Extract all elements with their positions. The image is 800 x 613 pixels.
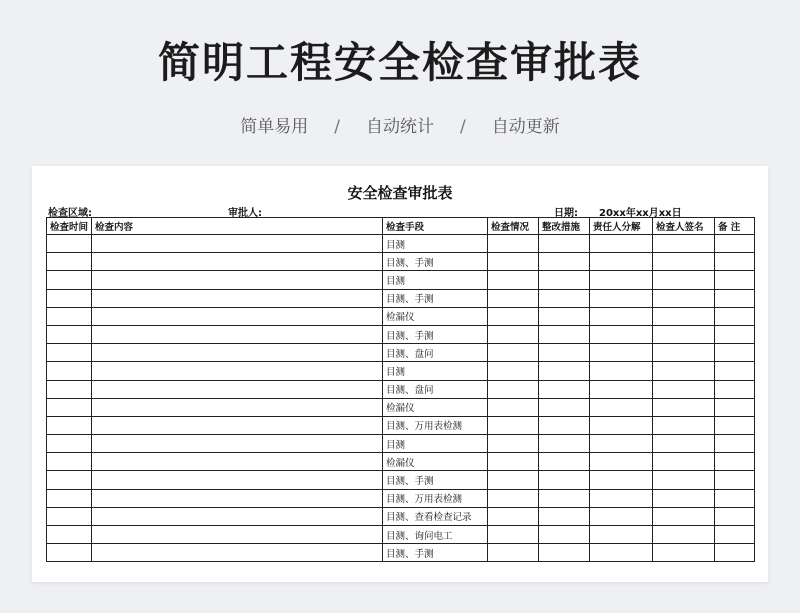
cell-signature[interactable] [653,453,715,471]
cell-responsible[interactable] [590,435,653,453]
cell-time[interactable] [47,544,92,562]
column-header-time: 检查时间 [47,218,92,235]
cell-method[interactable]: 目测、手测 [383,325,488,343]
cell-method[interactable]: 检漏仪 [383,307,488,325]
cell-signature[interactable] [653,526,715,544]
cell-rectification[interactable] [539,471,590,489]
cell-responsible[interactable] [590,398,653,416]
cell-method[interactable]: 目测 [383,235,488,253]
cell-method[interactable]: 目测、万用表检测 [383,416,488,434]
table-row [47,289,755,307]
cell-content[interactable] [92,253,383,271]
column-header-responsible: 责任人分解 [590,218,653,235]
separator: / [334,117,340,137]
cell-remarks[interactable] [715,398,755,416]
cell-status[interactable] [488,526,539,544]
cell-method[interactable]: 目测 [383,362,488,380]
cell-status[interactable] [488,453,539,471]
cell-content[interactable] [92,471,383,489]
table-row [47,507,755,525]
cell-method[interactable]: 目测、盘问 [383,380,488,398]
cell-time[interactable] [47,526,92,544]
cell-content[interactable] [92,453,383,471]
cell-responsible[interactable] [590,253,653,271]
table-row [47,307,755,325]
table-row [47,344,755,362]
table-row [47,416,755,434]
cell-responsible[interactable] [590,325,653,343]
cell-time[interactable] [47,398,92,416]
cell-remarks[interactable] [715,235,755,253]
sheet-title: 安全检查审批表 [347,184,453,202]
cell-responsible[interactable] [590,235,653,253]
cell-status[interactable] [488,380,539,398]
cell-content[interactable] [92,526,383,544]
cell-signature[interactable] [653,489,715,507]
table-row [47,380,755,398]
cell-content[interactable] [92,380,383,398]
cell-time[interactable] [47,380,92,398]
cell-signature[interactable] [653,271,715,289]
cell-rectification[interactable] [539,398,590,416]
cell-method[interactable]: 目测、手测 [383,289,488,307]
cell-method[interactable]: 目测 [383,435,488,453]
column-header-rectification: 整改措施 [539,218,590,235]
cell-signature[interactable] [653,416,715,434]
cell-time[interactable] [47,235,92,253]
cell-signature[interactable] [653,398,715,416]
cell-time[interactable] [47,253,92,271]
table-row [47,435,755,453]
cell-content[interactable] [92,507,383,525]
cell-signature[interactable] [653,307,715,325]
cell-signature[interactable] [653,253,715,271]
cell-signature[interactable] [653,325,715,343]
form-sheet [32,166,768,582]
table-row [47,544,755,562]
column-header-remarks: 备 注 [715,218,755,235]
cell-status[interactable] [488,325,539,343]
cell-rectification[interactable] [539,325,590,343]
cell-rectification[interactable] [539,307,590,325]
cell-signature[interactable] [653,380,715,398]
cell-signature[interactable] [653,235,715,253]
cell-rectification[interactable] [539,271,590,289]
table-row [47,253,755,271]
feature-easy: 简单易用 [240,117,309,137]
cell-time[interactable] [47,489,92,507]
cell-time[interactable] [47,325,92,343]
cell-rectification[interactable] [539,289,590,307]
table-row [47,398,755,416]
cell-status[interactable] [488,544,539,562]
cell-time[interactable] [47,416,92,434]
cell-content[interactable] [92,289,383,307]
cell-time[interactable] [47,435,92,453]
table-header-row [47,218,755,235]
cell-remarks[interactable] [715,544,755,562]
cell-rectification[interactable] [539,362,590,380]
cell-time[interactable] [47,507,92,525]
cell-rectification[interactable] [539,416,590,434]
cell-remarks[interactable] [715,325,755,343]
cell-status[interactable] [488,235,539,253]
cell-method[interactable]: 目测、手测 [383,471,488,489]
cell-remarks[interactable] [715,507,755,525]
cell-remarks[interactable] [715,289,755,307]
cell-status[interactable] [488,289,539,307]
cell-signature[interactable] [653,471,715,489]
table-row [47,325,755,343]
cell-responsible[interactable] [590,289,653,307]
cell-responsible[interactable] [590,344,653,362]
cell-signature[interactable] [653,344,715,362]
table-row [47,526,755,544]
cell-status[interactable] [488,271,539,289]
cell-responsible[interactable] [590,507,653,525]
column-header-status: 检查情况 [488,218,539,235]
cell-rectification[interactable] [539,344,590,362]
approver-label: 审批人: [228,208,262,219]
cell-status[interactable] [488,307,539,325]
cell-content[interactable] [92,307,383,325]
cell-time[interactable] [47,289,92,307]
cell-responsible[interactable] [590,471,653,489]
cell-signature[interactable] [653,507,715,525]
cell-content[interactable] [92,362,383,380]
cell-method[interactable]: 目测、手测 [383,253,488,271]
cell-content[interactable] [92,235,383,253]
table-row [47,489,755,507]
separator: / [460,117,466,137]
cell-signature[interactable] [653,362,715,380]
cell-responsible[interactable] [590,307,653,325]
cell-responsible[interactable] [590,526,653,544]
cell-responsible[interactable] [590,489,653,507]
cell-status[interactable] [488,344,539,362]
cell-remarks[interactable] [715,453,755,471]
cell-time[interactable] [47,362,92,380]
cell-remarks[interactable] [715,253,755,271]
cell-time[interactable] [47,271,92,289]
cell-status[interactable] [488,507,539,525]
cell-remarks[interactable] [715,271,755,289]
cell-time[interactable] [47,307,92,325]
cell-signature[interactable] [653,435,715,453]
cell-content[interactable] [92,325,383,343]
cell-content[interactable] [92,344,383,362]
cell-responsible[interactable] [590,544,653,562]
cell-rectification[interactable] [539,435,590,453]
page-title: 简明工程安全检查审批表 [157,38,642,87]
cell-status[interactable] [488,471,539,489]
cell-method[interactable]: 目测、手测 [383,544,488,562]
cell-status[interactable] [488,416,539,434]
date-value: 20xx年xx月xx日 [599,208,682,219]
cell-responsible[interactable] [590,453,653,471]
cell-status[interactable] [488,435,539,453]
cell-rectification[interactable] [539,235,590,253]
cell-rectification[interactable] [539,453,590,471]
feature-auto-stat: 自动统计 [366,117,434,137]
cell-rectification[interactable] [539,253,590,271]
cell-signature[interactable] [653,289,715,307]
table-row [47,471,755,489]
column-header-content: 检查内容 [92,218,383,235]
cell-method[interactable]: 检漏仪 [383,398,488,416]
table-row [47,453,755,471]
cell-content[interactable] [92,271,383,289]
cell-time[interactable] [47,471,92,489]
cell-method[interactable]: 目测、查看检查记录 [383,507,488,525]
table-row [47,362,755,380]
feature-tagline [0,112,800,137]
column-header-method: 检查手段 [383,218,488,235]
cell-content[interactable] [92,544,383,562]
cell-status[interactable] [488,253,539,271]
cell-signature[interactable] [653,544,715,562]
cell-method[interactable]: 目测 [383,271,488,289]
cell-status[interactable] [488,489,539,507]
cell-rectification[interactable] [539,380,590,398]
cell-remarks[interactable] [715,362,755,380]
cell-method[interactable]: 目测、万用表检测 [383,489,488,507]
cell-status[interactable] [488,398,539,416]
cell-remarks[interactable] [715,380,755,398]
feature-auto-update: 自动更新 [491,117,560,137]
cell-remarks[interactable] [715,307,755,325]
cell-remarks[interactable] [715,416,755,434]
cell-remarks[interactable] [715,489,755,507]
cell-method[interactable]: 目测、询问电工 [383,526,488,544]
cell-responsible[interactable] [590,271,653,289]
cell-rectification[interactable] [539,526,590,544]
cell-content[interactable] [92,489,383,507]
cell-rectification[interactable] [539,489,590,507]
cell-responsible[interactable] [590,380,653,398]
table-row [47,235,755,253]
cell-responsible[interactable] [590,362,653,380]
cell-remarks[interactable] [715,435,755,453]
column-header-inspector-signature: 检查人签名 [653,218,715,235]
cell-time[interactable] [47,344,92,362]
cell-method[interactable]: 检漏仪 [383,453,488,471]
cell-remarks[interactable] [715,471,755,489]
cell-rectification[interactable] [539,507,590,525]
date-label: 日期: [554,208,578,219]
inspection-table [46,217,755,562]
cell-content[interactable] [92,398,383,416]
cell-content[interactable] [92,416,383,434]
table-row [47,271,755,289]
cell-content[interactable] [92,435,383,453]
cell-responsible[interactable] [590,416,653,434]
cell-remarks[interactable] [715,526,755,544]
cell-method[interactable]: 目测、盘问 [383,344,488,362]
cell-rectification[interactable] [539,544,590,562]
cell-remarks[interactable] [715,344,755,362]
inspection-area-label: 检查区域: [48,208,92,219]
cell-time[interactable] [47,453,92,471]
cell-status[interactable] [488,362,539,380]
